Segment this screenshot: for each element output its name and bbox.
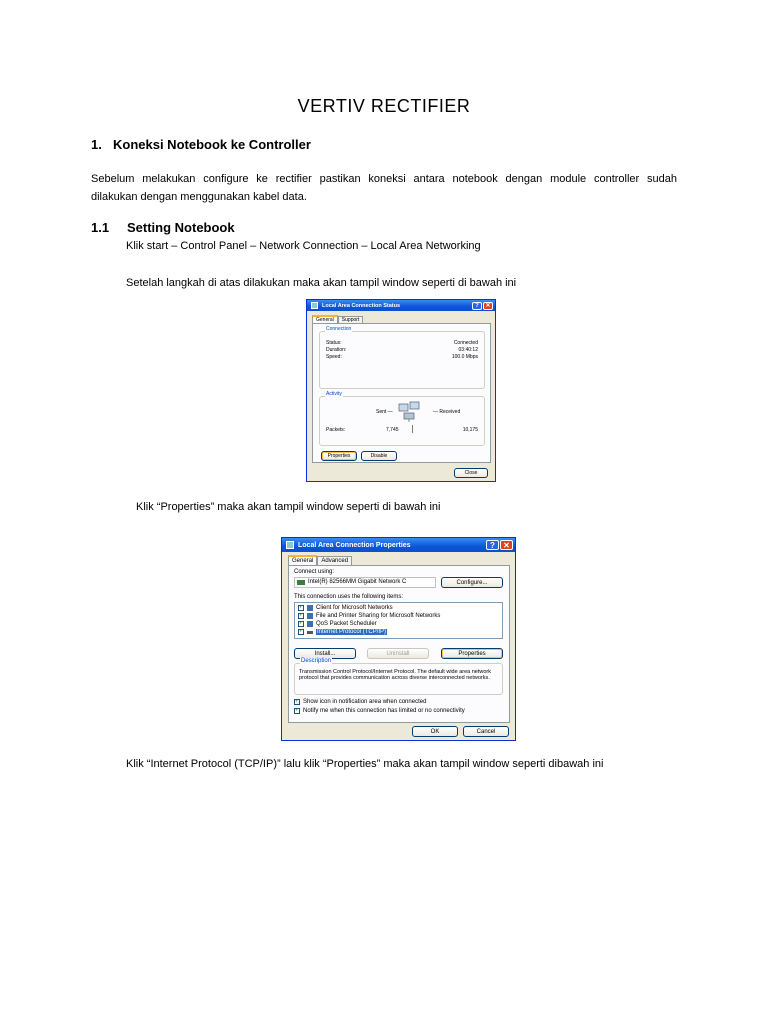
- tab-advanced[interactable]: Advanced: [317, 556, 352, 565]
- show-icon-option[interactable]: [294, 699, 426, 705]
- item-checkbox[interactable]: [298, 629, 304, 635]
- file-printer-sharing-icon: [307, 613, 313, 619]
- section-1-1-heading: [91, 220, 235, 235]
- received-label: — Received: [433, 409, 461, 415]
- show-icon-label: Show icon in notification area when connected: [303, 699, 427, 705]
- activity-divider: [412, 425, 413, 433]
- tab-support[interactable]: Support: [338, 316, 364, 323]
- connection-properties-window: [281, 537, 516, 741]
- network-icon: [286, 541, 294, 549]
- notify-label: Notify me when this connection has limited or no connectivity: [303, 708, 465, 714]
- notify-checkbox[interactable]: [294, 708, 300, 714]
- install-button[interactable]: Install...: [294, 648, 356, 659]
- packets-sent-value: 7,745: [386, 427, 399, 433]
- packets-label: Packets:: [326, 427, 346, 433]
- connection-group: [319, 326, 485, 389]
- connection-group-label: Connection: [326, 326, 352, 332]
- paragraph-1-line-1: Sebelum melakukan configure ke rectifier pastikan koneksi antara notebook dengan module controller sudah: [91, 173, 677, 185]
- status-window-title: Local Area Connection Status: [322, 302, 401, 309]
- configure-button[interactable]: Configure...: [441, 577, 503, 588]
- paragraph-1-line-2: dilakukan dengan menggunakan kabel data.: [91, 191, 307, 203]
- list-item[interactable]: [298, 621, 377, 627]
- close-icon[interactable]: ✕: [483, 302, 493, 310]
- qos-scheduler-icon: [307, 621, 313, 627]
- duration-value: 03:40:12: [458, 347, 478, 353]
- status-window-titlebar: [307, 300, 495, 311]
- network-icon: [311, 302, 318, 309]
- item-checkbox[interactable]: [298, 621, 304, 627]
- network-activity-icon: [398, 401, 420, 423]
- status-general-panel: [312, 323, 491, 463]
- status-label: Status:: [326, 340, 342, 346]
- section-1-title: Koneksi Notebook ke Controller: [113, 137, 311, 152]
- adapter-field: [294, 577, 436, 588]
- client-network-icon: [307, 605, 313, 611]
- section-1-1-title: Setting Notebook: [127, 220, 235, 235]
- list-item[interactable]: [298, 613, 440, 619]
- protocol-icon: [307, 631, 313, 634]
- properties-window-title: Local Area Connection Properties: [298, 541, 411, 549]
- connect-using-label: Connect using:: [294, 569, 335, 575]
- document-title: VERTIV RECTIFIER: [297, 96, 471, 116]
- properties-button[interactable]: Properties: [321, 451, 357, 461]
- step-2-text: Setelah langkah di atas dilakukan maka akan tampil window seperti di bawah ini: [126, 277, 517, 289]
- sent-label: Sent —: [376, 409, 393, 415]
- packets-received-value: 10,175: [462, 427, 478, 433]
- close-icon[interactable]: ✕: [500, 540, 513, 550]
- speed-value: 100.0 Mbps: [451, 354, 478, 360]
- tab-general[interactable]: General: [288, 555, 317, 565]
- properties-window-titlebar: [282, 538, 515, 552]
- close-button[interactable]: Close: [454, 468, 488, 478]
- notify-option[interactable]: [294, 708, 465, 714]
- item-label: File and Printer Sharing for Microsoft Networks: [316, 613, 441, 619]
- properties-general-panel: [288, 565, 510, 723]
- ok-button[interactable]: OK: [412, 726, 458, 737]
- properties-button[interactable]: Properties: [441, 648, 503, 659]
- activity-group-label: Activity: [326, 391, 342, 397]
- adapter-name: Intel(R) 82566MM Gigabit Network C: [308, 579, 407, 585]
- duration-label: Duration:: [326, 347, 347, 353]
- section-1-1-number: 1.1: [91, 220, 110, 235]
- network-adapter-icon: [297, 580, 305, 585]
- step-4-text: Klik “Internet Protocol (TCP/IP)” lalu klik “Properties” maka akan tampil window seperti dibawah ini: [126, 758, 604, 770]
- description-group: [294, 658, 503, 695]
- show-icon-checkbox[interactable]: [294, 699, 300, 705]
- connection-status-window: [306, 299, 496, 482]
- step-3-text: Klik “Properties” maka akan tampil window seperti di bawah ini: [136, 501, 441, 513]
- cancel-button[interactable]: Cancel: [463, 726, 509, 737]
- items-label: This connection uses the following items:: [294, 594, 404, 600]
- step-1-text: Klik start – Control Panel – Network Connection – Local Area Networking: [126, 240, 481, 252]
- item-checkbox[interactable]: [298, 613, 304, 619]
- components-list: [294, 602, 503, 639]
- item-label: Internet Protocol (TCP/IP): [317, 629, 387, 635]
- list-item-selected[interactable]: [298, 629, 387, 635]
- description-text: Transmission Control Protocol/Internet Protocol. The default wide area network protocol that provides communication across diverse interconnected networks.: [299, 669, 491, 681]
- status-value: Connected: [453, 340, 478, 346]
- activity-group: [319, 391, 485, 446]
- item-checkbox[interactable]: [298, 605, 304, 611]
- speed-label: Speed:: [326, 354, 342, 360]
- item-label: Client for Microsoft Networks: [316, 605, 393, 611]
- section-1-heading: [91, 137, 311, 152]
- disable-button[interactable]: Disable: [361, 451, 397, 461]
- help-icon[interactable]: ?: [472, 302, 482, 310]
- tab-general[interactable]: General: [312, 315, 338, 323]
- list-item[interactable]: [298, 605, 393, 611]
- uninstall-button[interactable]: Uninstall: [367, 648, 429, 659]
- description-group-label: Description: [301, 658, 332, 664]
- help-icon[interactable]: ?: [486, 540, 499, 550]
- section-1-number: 1.: [91, 137, 102, 152]
- item-label: QoS Packet Scheduler: [316, 621, 377, 627]
